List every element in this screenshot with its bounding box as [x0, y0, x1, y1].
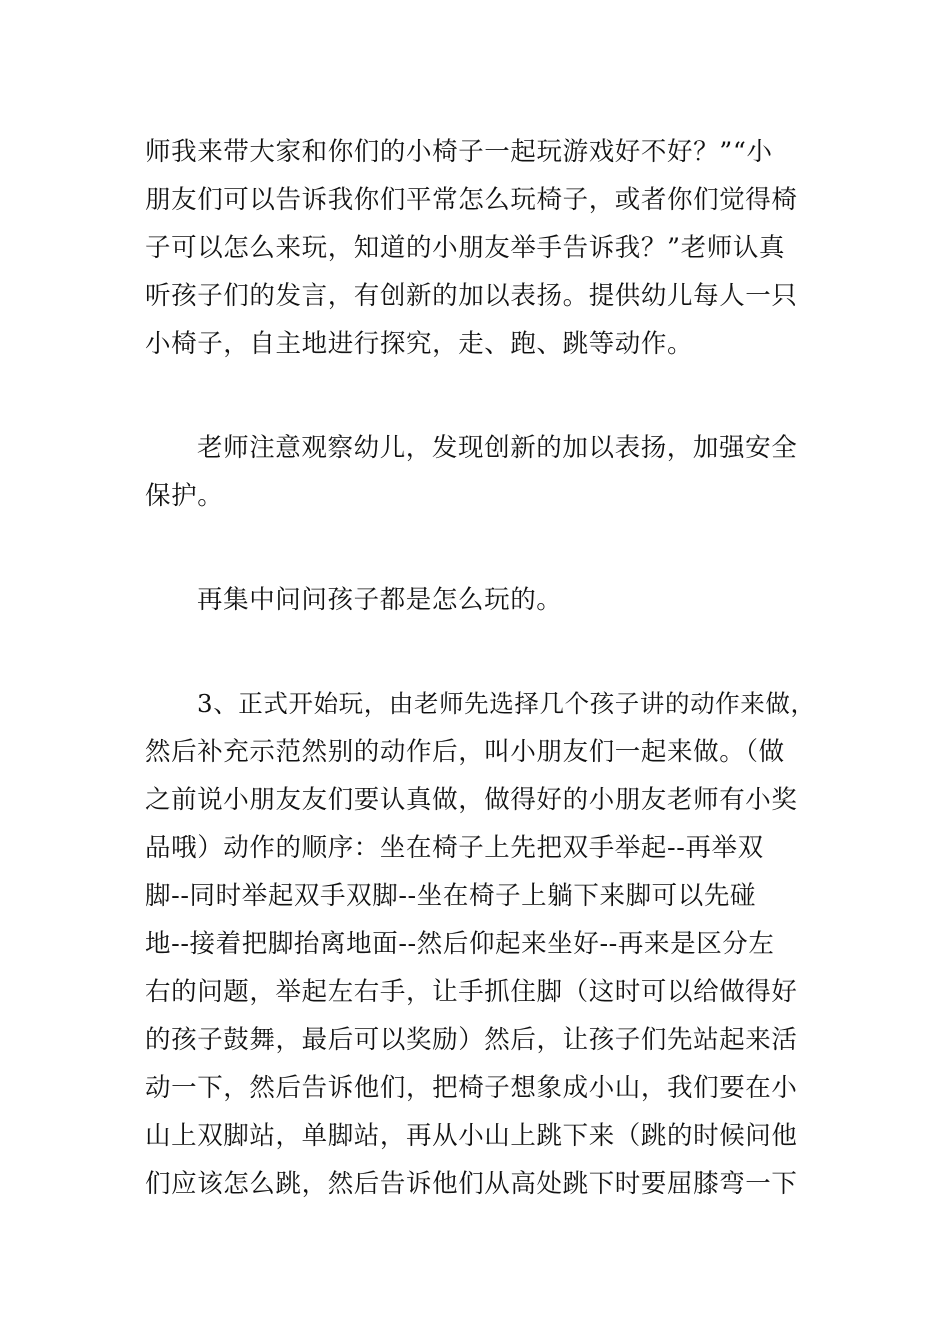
- paragraph-4-line-10: 山上双脚站，单脚站，再从小山上跳下来（跳的时候问他: [145, 1121, 798, 1151]
- paragraph-4-line-8: 的孩子鼓舞，最后可以奖励）然后，让孩子们先站起来活: [145, 1025, 798, 1055]
- paragraph-4-line-4: 品哦）动作的顺序：坐在椅子上先把双手举起--再举双: [145, 833, 764, 863]
- paragraph-2-line-2: 保护。: [145, 481, 224, 511]
- paragraph-4-line-6: 地--接着把脚抬离地面--然后仰起来坐好--再来是区分左: [145, 929, 775, 959]
- paragraph-1-line-3: 子可以怎么来玩，知道的小朋友举手告诉我？”老师认真: [145, 233, 786, 263]
- paragraph-4-line-1: 3、正式开始玩，由老师先选择几个孩子讲的动作来做，: [197, 689, 816, 718]
- paragraph-4-line-7: 右的问题，举起左右手，让手抓住脚（这时可以给做得好: [145, 977, 798, 1007]
- paragraph-4-line-11: 们应该怎么跳，然后告诉他们从高处跳下时要屈膝弯一下: [145, 1169, 798, 1199]
- paragraph-2-line-1: 老师注意观察幼儿，发现创新的加以表扬，加强安全: [197, 433, 798, 463]
- paragraph-1-line-4: 听孩子们的发言，有创新的加以表扬。提供幼儿每人一只: [145, 281, 798, 311]
- paragraph-4-line-5: 脚--同时举起双手双脚--坐在椅子上躺下来脚可以先碰: [145, 881, 757, 911]
- paragraph-4-line-2: 然后补充示范然别的动作后，叫小朋友们一起来做。（做: [145, 737, 785, 767]
- paragraph-1-line-5: 小椅子，自主地进行探究，走、跑、跳等动作。: [145, 329, 694, 359]
- paragraph-1-line-2: 朋友们可以告诉我你们平常怎么玩椅子，或者你们觉得椅: [145, 185, 798, 215]
- paragraph-4-line-9: 动一下，然后告诉他们，把椅子想象成小山，我们要在小: [145, 1073, 798, 1103]
- paragraph-3-line-1: 再集中问问孩子都是怎么玩的。: [197, 585, 563, 615]
- paragraph-4-line-3: 之前说小朋友友们要认真做，做得好的小朋友老师有小奖: [145, 785, 798, 815]
- paragraph-1-line-1: 师我来带大家和你们的小椅子一起玩游戏好不好？”“小: [145, 137, 773, 167]
